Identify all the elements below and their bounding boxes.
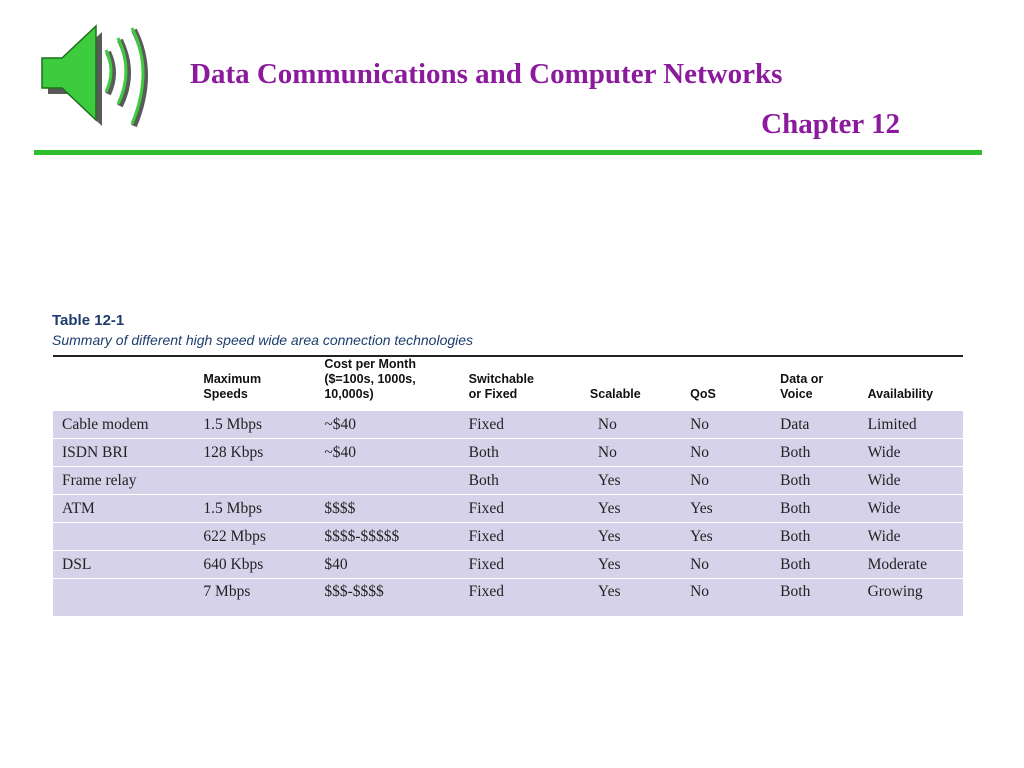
technology-table [53,355,963,616]
table-cell: 640 Kbps [199,551,320,579]
column-header-line: Maximum [203,372,262,386]
table-cell: Yes [686,523,776,551]
column-header-line: Data or [780,372,824,386]
table-row [53,467,963,495]
table-cell: Moderate [864,551,963,579]
table-cell: Both [465,467,586,495]
table-body [53,411,963,617]
table-cell: 128 Kbps [199,439,320,467]
column-header-line: Voice [780,387,813,401]
table-cell: No [686,411,776,439]
table-row [53,579,963,617]
table-cell: No [686,579,776,617]
table-subtitle: Summary of different high speed wide area connection technologies [52,332,474,348]
table-cell [199,467,320,495]
table-cell: DSL [53,551,199,579]
table-cell: No [586,411,686,439]
table-cell [53,523,199,551]
column-header-line: Cost per Month [324,357,416,371]
table-cell [320,467,464,495]
table-cell: Fixed [465,411,586,439]
column-header-line: QoS [690,387,716,401]
table-row [53,551,963,579]
table-cell: No [686,439,776,467]
column-header [465,356,586,411]
table-cell: Cable modem [53,411,199,439]
table-cell: Yes [586,467,686,495]
table-cell: No [686,551,776,579]
column-header-line: ($=100s, 1000s, [324,372,416,386]
table-cell: Wide [864,467,963,495]
table-row [53,411,963,439]
column-header-line: Scalable [589,387,641,401]
table-cell: $$$$ [320,495,464,523]
table-cell: $$$$-$$$$$ [320,523,464,551]
table-cell: Both [776,467,863,495]
table-header-row [53,356,963,411]
column-header [586,356,686,411]
table-cell: Wide [864,439,963,467]
table-cell: ~$40 [320,411,464,439]
column-header-line: 10,000s) [324,387,374,401]
table-cell: 622 Mbps [199,523,320,551]
table-cell: Fixed [465,523,586,551]
column-header [53,356,199,411]
column-header-line: or Fixed [468,387,518,401]
table-cell: 1.5 Mbps [199,495,320,523]
column-header [320,356,464,411]
table-cell: Wide [864,495,963,523]
title-divider [34,150,982,155]
column-header [686,356,776,411]
table-cell: Both [776,495,863,523]
table-cell: Yes [586,495,686,523]
column-header [776,356,863,411]
table-cell: Yes [586,523,686,551]
table-cell: Data [776,411,863,439]
table-cell: $40 [320,551,464,579]
table-cell: Both [465,439,586,467]
table-cell: Both [776,551,863,579]
table-cell: Yes [586,579,686,617]
table-cell: Frame relay [53,467,199,495]
table-cell: $$$-$$$$ [320,579,464,617]
column-header-line: Availability [867,387,934,401]
table-cell: Fixed [465,579,586,617]
speaker-sound-icon [38,22,168,134]
table-cell: Yes [586,551,686,579]
table-cell: ATM [53,495,199,523]
table-caption [52,312,473,348]
column-header-line: Switchable [468,372,534,386]
table-cell: No [586,439,686,467]
column-header-line: Speeds [203,387,248,401]
table-cell: Both [776,579,863,617]
column-header [199,356,320,411]
table-cell: ~$40 [320,439,464,467]
table-cell: 7 Mbps [199,579,320,617]
table-row [53,523,963,551]
table-row [53,495,963,523]
table-row [53,439,963,467]
table-cell: Growing [864,579,963,617]
table-cell: Limited [864,411,963,439]
table-cell: No [686,467,776,495]
table-cell: ISDN BRI [53,439,199,467]
chapter-label: Chapter 12 [761,108,900,140]
table-number: Table 12-1 [52,312,125,329]
column-header [864,356,963,411]
table-cell: Wide [864,523,963,551]
slide-title: Data Communications and Computer Networks [190,58,783,90]
table-cell [53,579,199,617]
table-cell: 1.5 Mbps [199,411,320,439]
table-cell: Fixed [465,495,586,523]
table-cell: Both [776,439,863,467]
table-cell: Fixed [465,551,586,579]
table-cell: Yes [686,495,776,523]
table-cell: Both [776,523,863,551]
